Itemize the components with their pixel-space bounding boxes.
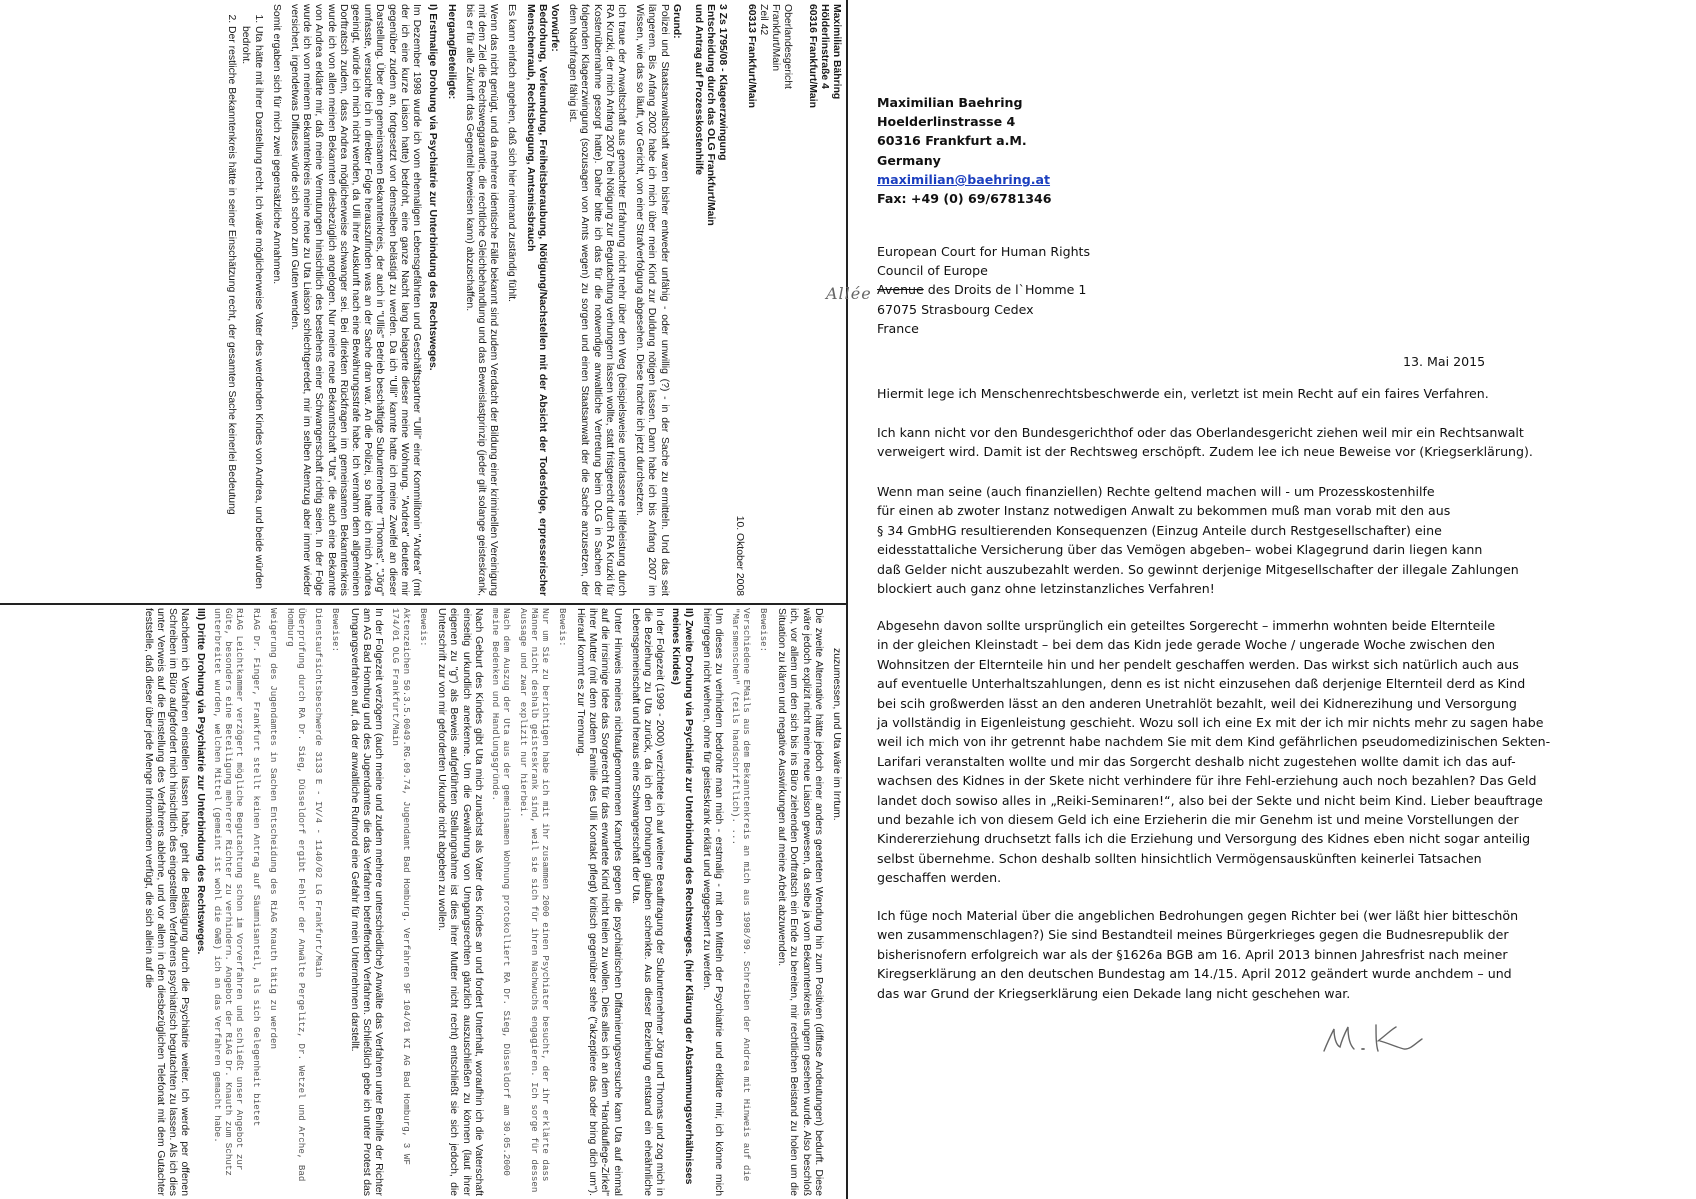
handwritten-signature [1310,1013,1450,1063]
struck-avenue: Avenue [877,282,924,297]
scan-vorwurfe-heading: Vorwürfe: [548,4,560,52]
scan-evidence-text: Verschiedene EMails aus dem Bekanntenkreis an mich aus 1998/99. Schreiben der Andrea mit Hinweis auf die "Marsmenschen" (teils handschriftlich). ... [729,608,752,1182]
text-line: selbst übernehme. Schon deshalb sollten hinsichtlich Vermögensauskünften keinerlei Tatsachen [877,850,1482,866]
scan-paragraph: Ich traue der Anwaltschaft aus gemachter Erfahrung nicht mehr über den Weg (beispielsweise unterlassene Hilfeleistung durch RA Kruzki, der mich Anfang 2007 bei Nötigung zur Begutachtung verhungern lassen wollte, statt fristgerecht durch RA Kruzki für Kostenübernahme gesorgt hatte). Daher bitte ich das für die notwendige anwaltliche Vertretung beim OLG in Sachen der folgenden Klageerzwingung (sozusagen von Amts wegen) zu sorgen und einen Staatsanwalt der die Sache anzusetzen, der dem Nachfragen fähig ist. [567,4,627,596]
scanned-page-1 [6,4,842,596]
scan-paragraph: Um dieses zu verhindern bedrohte man mich - erstmalig - mit den Mitteln der Psychiatrie und erklärte mir, ich könne mich hierrgegen nicht wehren, ohne für geisteskrank erklärt und weggesperrt zu werden. [700,608,724,1196]
scan-sender-name: Maximilian Bähring [831,4,842,100]
text-line: das war Grund der Kriegserklärung eien Dekade lang nicht geschehen war. [877,985,1351,1001]
scan-evidence-text: Weigerung des Jugendamtes in Sachen Entscheidung des RiAG Knauth tätig zu werden [268,608,280,1050]
text-line: und bezahle ich von diesem Geld ich eine Erzieherin die mir Genehm ist und meine Vorstellungen der [877,812,1519,828]
scan-sender-block [805,4,842,108]
paragraph-3 [877,482,1519,598]
scanned-page-2 [6,608,842,1196]
text-line: in der gleichen Kleinstadt – bei dem das Kidn jede gerade Woche / ungerade Woche zwischen den [877,637,1495,653]
text-line: § 34 GmbHG resultierenden Konsequenzen (Einzug Anteile durch Restgesellschafter) eine [877,522,1442,538]
scan-sender-city: 60316 Frankfurt/Main [806,4,818,108]
sender-email-link[interactable]: maximilian@baehring.at [877,172,1051,187]
scan-evidence-text: Dienstaufsichtsbeschwerde 3133 E - IV/4 - 1140/02 LG Frankfurt/Main [313,608,325,978]
text-line: landet doch sowiso alles in „Reiki-Seminaren!“, also bei der Sekte und nicht beim Kind. Lieber beauftrage [877,792,1543,808]
scan-paragraph: Die zweite Alternative hätte jedoch einer anders gearteten Wendung hin zum Positiven (diffuse Andeutungen) bedurft. Diese wäre jedoch explizit nicht meine neue Liaison gewesen, da selbe ja vom Bekanntenkreis ungern gesehen wurde. Also beschloß ich, vor allem um den sich bis ins Büro ziehenden Dorftratsch ein Ende zu bereiten, mir rechtlichen Beistand zu holen um die Situation zu klären und negative Auswirkungen auf meine Arbeit abzuwenden. [776,608,824,1196]
scan-paragraph: Im Dezember 1998 wurde ich vom ehemaligen Lebensgefährten und Geschäftspartner "Ulli" einer Kommilitonin "Andrea" (mit der ich eine kurze Liaison hatte) bedroht, eine ganze Nacht lang belagerte dieser meine Wohnung. "Andrea" deutete mir gegenüber zudem an, fortgesetzt von demselben belästigt zu werden. Da ich "Ulli" kannte hatte ich meine Zweifel an dieser Darstellung. Über den gemeinsamen Bekanntenkreis, der auch in "Ullis" Betrieb beschäftigte Subunternehmer "Thomas", "Jörg" umfasste, versuchte ich in direkter Folge herauszufinden was an der Sache dran war. An die Polizei, so hatte ich mich Andrea geeinigt, würde ich mich nicht wenden, da Ulli ihrer Auskunft nach eine Bewährungsstrafe habe. Ich vernahm dem allgemeinen Dorftratsch zudem, dass Andrea möglicherweise schwanger sei. Bei direkten Rückfragen im gemeinsamen Bekanntenkreis wurde ich von allen meinen Bekannten diesbezüglich angelogen. Nur meine neue Bekanntschaft "Uta", die auch eine Bekannte von Andrea erklärte mir, daß meine Vermutungen hinsichtlich des bestehens einer Schwangerschaft richtig seien. In der Folge wurde ich von meinem Bekanntenkreis meine neue zu Uta Liaison schlechtgeredet, mir im selben Atemzug aber immer wieder versichert, irgendetwas Diffuses würde sich schon zum Guten wenden. [289,4,423,596]
sender-city: 60316 Frankfurt a.M. [877,133,1027,148]
text-line: verweigert wird. Damit ist der Rechtsweg erschöpft. Zudem lee ich neue Beweise vor (Kriegserklärung). [877,444,1533,460]
scan-subject-line: 3 Zs 1795/08 - Klageerzwingung [717,4,729,161]
scan-evidence-text: RiAG Leichtkammer verzögert mögliche Begutachtung schon im Vorverfahren und schließt unser Angebot zur Güte, besonders eine Beteiligung mehrerer Richter zu verhindern. Angebot der RiAG Dr. Knauth zum Schutz unterbreitet wurden, welchen Mittel (gemeint ist wohl die GWB) ich an das Verfahren gemacht habe. [212,608,246,1176]
scan-section-heading: III) Dritte Drohung via Psychiatrie zur Unterbindung des Rechtsweges. [195,608,207,955]
sender-fax: Fax: +49 (0) 69/6781346 [877,191,1052,206]
scan-recipient-line: Frankfurt/Main [770,4,782,71]
text-line: Wohnsitzen der Elternteile hin und her pendelt geschaffen werden. Das wirkst sich natürlich auch aus [877,656,1519,672]
text-line: Larifari veranstalten wollte und mir das Sorgercht deshalb nicht zugestehen wollte damit ich das auf- [877,753,1516,769]
text-line: Ich füge noch Material über die angeblichen Bedrohungen gegen Richter bei (wer läßt hier bitteschön [877,908,1519,923]
text-line: Kiregserklärung an den deutschen Bundestag am 14./15. April 2012 geändert wurde anchdem – und [877,966,1512,982]
text-line: Hiermit lege ich Menschenrechtsbeschwerde ein, verletzt ist mein Recht auf ein faires Verfahren. [877,386,1489,401]
recipient-street-rest: des Droits de l`Homme 1 [923,282,1087,297]
text-line: auf eventuelle Unterhaltszahlungen, denn es ist nicht einzusehen daß derjenige Elternteil derd as Kind [877,676,1526,692]
handwritten-annotation: Allée [826,284,872,303]
text-line: weil ich mich von ihr getrennt habe nachdem Sie mit dem Kind gefährlichen pseudomedizinischen Sekten- [877,734,1551,750]
scan-list-item: 1. Uta hätte mit ihrer Darstellung recht. Ich wäre möglicherweise Vater des werdenden Kindes von Andrea, und beide würden bedroht. [239,26,263,596]
sender-street: Hoelderlinstrasse 4 [877,114,1016,129]
scan-subject-line: und Antrag auf Prozesskostenhilfe [692,4,704,176]
scan-paragraph: Nach Geburt des Kindes gibt Uta mich zunächst als Vater des Kindes an und fordert Unterhalt, woraufhin ich die Vaterschaft einseitig urkundlich anerkenne. Um die Gewährung von Umgangsrechten gänzlich auszuschließen zu können (laut ihrer eigenen zu "g") als Beweis aufgeführten Stellungnahme ist dies ihrer Mutter nicht recht) entschließt sie sich jedoch, die Unterschrift zur von mir geforderten Urkunde nicht abgeben zu wollen. [436,608,484,1196]
scan-recipient-line: 60313 Frankfurt/Main [745,4,757,108]
scan-list-item: 2. Der restliche Bekanntenkreis hätte in seiner Einschätzung recht, der gesamten Sache keinerlei Bedeutung [225,26,237,596]
text-line: Ich kann nicht vor den Bundesgerichthof oder das Oberlandesgericht ziehen weil mir ein Rechtsanwalt [877,425,1524,440]
text-line: wen zusammenschlagen?) Sie sind Bestandteil meines Bürgerkrieges gegen die Budnesrepublik der [877,927,1509,943]
scan-recipient-line: Oberlandesgericht [782,4,794,89]
scan-evidence-text: Nach dem Auszug der Uta aus der gemeinsamen Wohnung protokolliert RA Dr. Sieg, Düsseldorf am 30.05.2000 meine Bedenken und Handlungsgründe. [489,608,512,1176]
letter-date: 13. Mai 2015 [1403,354,1486,369]
text-line: Kindererziehung druchsetzt falls ich die Erziehung und Versorgung des Kidnes eben nicht sogar anteilig [877,831,1531,847]
text-line: wachsen des Kidnes in der Skete nicht verhindere für ihre Fehl-erziehung auch noch bezahlen? Das Geld [877,773,1537,789]
scan-sender-street: Hölderlinstraße 4 [818,4,830,89]
scan-recipient-line: Zeil 42 [757,4,769,36]
recipient-street [877,282,1086,297]
scan-evidence-text: Aktenzeichen 50.3.5.0049.RG.09.74, Jugendamt Bad Homburg. Verfahren 9F 104/01 KI AG Bad Homburg, 3 WF 174/01 OLG Frankfurt/Main [389,608,412,1165]
scan-list [225,4,264,596]
text-line: geschaffen werden. [877,870,1002,886]
scan-paragraph: In der Folgezeit verzögern (auch meine und zudem mehrere unterschiedliche) Anwälte das Verfahren unter Beihilfe der Richter am AG Bad Homburg und des Jugendamtes die das Verfahren betreffenden Verfahren. Schließlich gebe ich unter Protest das Umgangsverfahren auf, da der anwaltliche Rufmord eine Gefahr für mein Unternehmen darstellt. [348,608,384,1196]
scan-grund-heading: Grund: [670,4,682,39]
scan-evidence-text: Nur um Sie zu berichtigen habe ich mit ihr zusammen 2000 einen Psychiater besucht, der ihr erklärte dass Männer nicht deshalb geisteskrank sind, weil sie sich für ihren Nachwuchs engagieren. Ich sorge für dessen Aussage und zwar explizit nur hierbei. [517,608,551,1193]
text-line: Wenn man seine (auch finanziellen) Rechte geltend machen will - um Prozesskostenhilfe [877,484,1435,499]
scan-paragraph: Unter Hinweis meines nichtaufgenommenen Kampfes gegen die psychiatrischen Diffamierungsversuche kam Uta auf einmal auf die irrsinnige Idee das Sorgerecht für das erwartete Kind nicht teilen zu wollen. Dies alles ich an dem "Handauflege-Zirkel" ihrer Mutter (mit dem zudem Familie des Ulli Kontakt pflegt) kritisch gegenüber stehe ("akzeptiere das oder bring dich um"). Hierauf kommt es zur Trennung. [574,608,623,1196]
text-line: daß Gelder nicht auszubezahlt werden. So gewinnt derjenige Mitgesellschafter der illegale Zahlungen [877,561,1519,577]
scan-evidence-text: RiAG Dr. Finger, Frankfurt stellt keinen Antrag auf Säumnisanteil, als sich Gelegenheit bietet [251,608,263,1127]
text-line: eidesstattaliche Versicherung über das Vemögen abgeben– wobei Klagegrund darin liegen kann [877,542,1483,558]
scan-paragraph: Somit ergaben sich für mich zwei gegensätzliche Annahmen. [270,4,282,285]
recipient-line: Council of Europe [877,263,988,278]
paragraph-2 [877,423,1533,462]
scan-evidence-heading: Beweis: [417,608,429,647]
scan-paragraph: Polizei und Staatsanwaltschaft waren bisher entweder unfähig - oder unwillig (?) - in der Sache zu ermitteln. Und das seit längerem. Bis Anfang 2002 habe ich mich über mein Kind zur Duldung nötigen lassen. Dann habe ich bis Anfang 2007 im Wissen, wie das so läuft, vor Gericht, von einer Strafverfolgung abgesehen. Diese trachte ich jetzt durchsetzen. [634,4,670,596]
scan-evidence-heading: Beweise: [757,608,769,653]
scan-paragraph: Es kann einfach angehen, daß sich hier niemand zuständig fühlt. [506,4,518,303]
scan-paragraph: zuzumessen, und Uta wäre im Irrtum. [831,648,842,821]
scan-section-heading: I) Erstmalige Drohung via Psychiatrie zur Unterbindung des Rechtsweges. [427,4,439,371]
scan-section-heading: II) Zweite Drohung via Psychiatrie zur Unterbindung des Rechtsweges. (hier Klärung der Abstammungsverhältnisses meines Kindes) [670,608,694,1185]
scan-subject-line: Entscheidung durch das OLG Frankfurt/Main [705,4,717,226]
text-line: ja vollständig in Eigenleistung geschieht. Wozu soll ich eine Ex mit der ich mir nichts mehr zu sagen habe [877,715,1544,731]
text-line: blockiert auch ganz ohne letzinstanzliches Verfahren! [877,581,1215,597]
scan-recipient-block [745,4,794,596]
scan-hergang-heading: Hergang/Beteiligte: [445,4,457,100]
scan-evidence-heading: Beweis: [556,608,568,647]
scan-paragraph: Nachdem ich Verfahren einstellen lassen habe, geht die Belästigung durch die Psychiatrie weiter. Ich werde per offenen Schreiben im Büro aufgefordert mich hinsichtlich des eingestellten Verfahrens psychiatrisch begutachten zu lassen. Als ich dies unter Verweis auf die Einstellung des Verfahrens ablehne, und vor allem in den diesbezüglichen Telefonat mit dem Gutachter feststelle, daß dieser über jede Menge Informationen verfügt, die sich allein auf die [142,608,191,1196]
recipient-line: France [877,321,919,336]
text-line: bisherisnofern erfolgreich war als der §1626a BGB am 16. April 2013 binnen Jahresfrist nach meiner [877,946,1508,962]
sender-name: Maximilian Baehring [877,95,1023,110]
recipient-line: European Court for Human Rights [877,244,1091,259]
scan-page-divider [0,603,846,605]
scan-paragraph: Wenn das nicht genügt, und da mehrere identische Fälle bekannt sind zudem Verdacht der Bildung einer kriminellen Vereinigung mit dem Ziel die Rechtsweggarantie, die rechtliche Gleichbehandlung und das Beweislastprinzip (jeder gilt solange geisteskrank, bis er für alle Zukunft das Gegenteil beweisen kann) abzuschaffen. [463,4,500,596]
paragraph-4 [877,616,1551,888]
scan-vorwurfe-text: Bedrohung, Verleumdung, Freiheitsberaubung, Nötigung/Nachstellen mit der Absicht der Todesfolge, erpresserischer Menschenraub, Rechtsbeugung, Amtsmissbrauch [524,4,548,596]
scan-evidence-text: Überprüfung durch RA Dr. Sieg, Düsseldorf ergibt Fehler der Anwälte Pergelitz, Dr. Wetzel und Arche, Bad Homburg [285,608,308,1182]
paragraph-5 [877,906,1519,1003]
text-line: bei scih großwerden lässt an den anderen Unetrahlöt bezahlt, weil dei Kidnerezihung und Versorgung [877,695,1517,711]
recipient-line: 67075 Strasbourg Cedex [877,302,1034,317]
paragraph-1 [877,384,1487,403]
text-line: Abgesehn davon sollte ursprünglich ein geteiltes Sorgerecht – immerhn wohnten beide Elternteile [877,618,1496,633]
scan-paragraph: In der Folgezeit (1999 - 2000) verzichtete ich auf weitere Beauftragung der Subunternehmer Jörg und Thomas und zog mich in die Beziehung zu Uta zurück, da ich den Drohungen glauben schenkte. Aus dieser Beziehung entstand ein eheähnliche Lebensgemeinschaft und heraus eine Schwangerschaft der Uta. [629,608,666,1196]
text-line: für einen ab zwoter Instanz notwedigen Anwalt zu bekommen muß man vorab mit den aus [877,503,1451,519]
scan-evidence-heading: Beweise: [330,608,342,653]
scan-date: 10. Oktober 2008 [733,515,745,596]
sender-country: Germany [877,153,941,168]
